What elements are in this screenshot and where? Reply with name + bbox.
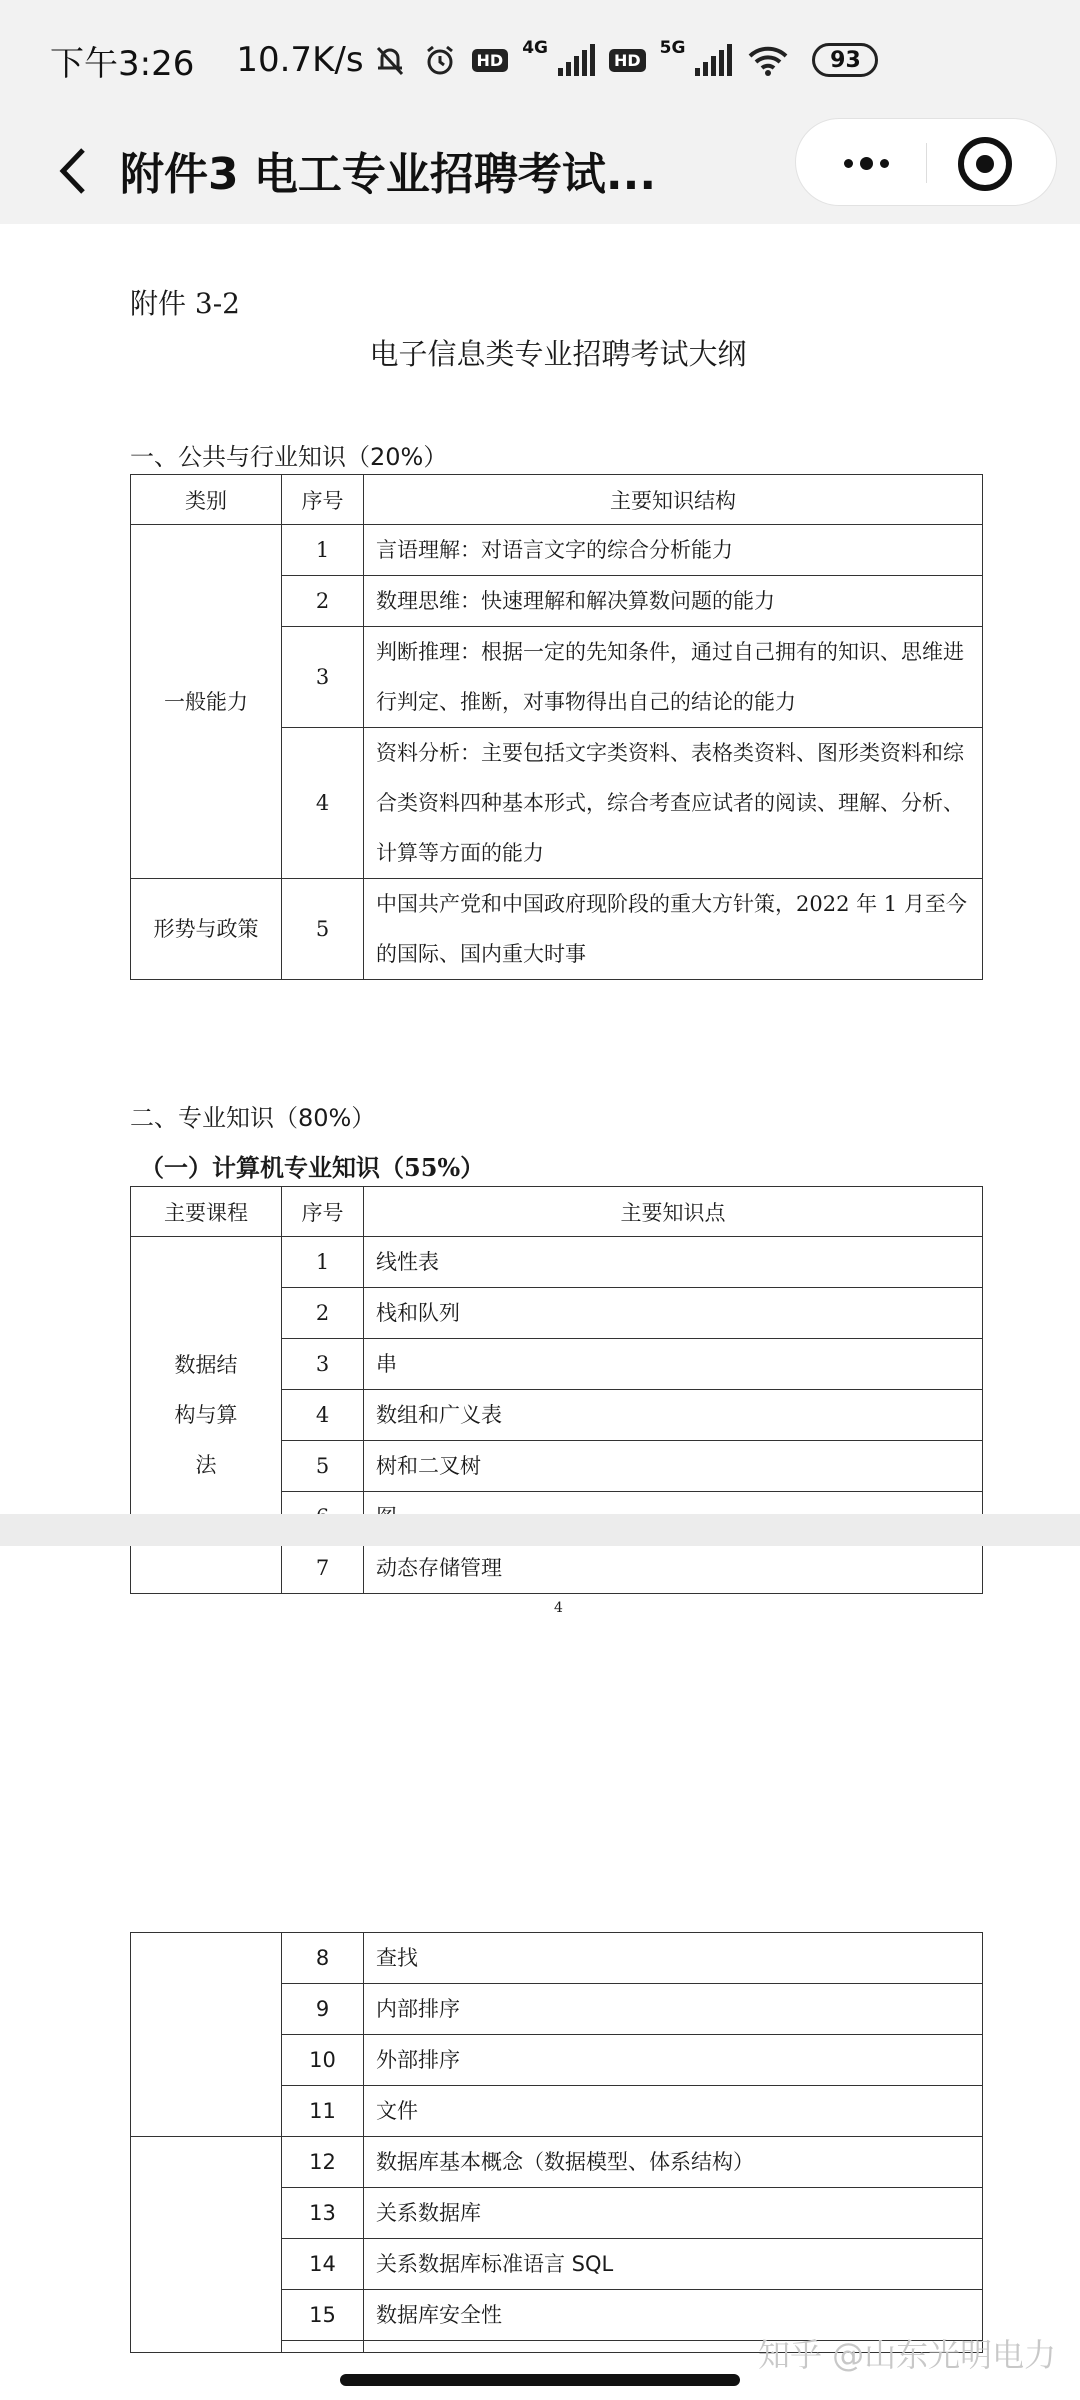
index-cell: 12 xyxy=(282,2137,364,2188)
table-row xyxy=(131,2137,983,2188)
index-cell: 2 xyxy=(282,576,364,627)
attachment-label: 附件 3-2 xyxy=(130,287,240,320)
page-title: 附件3 电工专业招聘考试... xyxy=(120,149,657,200)
content-cell: 资料分析：主要包括文字类资料、表格类资料、图形类资料和综合类资料四种基本形式，综合考查应试者的阅读、理解、分析、计算等方面的能力 xyxy=(364,728,983,879)
column-header: 主要课程 xyxy=(131,1187,282,1237)
page-separator xyxy=(0,1514,1080,1546)
hd-badge-2: HD xyxy=(609,49,646,72)
content-cell: 外部排序 xyxy=(364,2035,983,2086)
index-cell-empty xyxy=(282,2341,364,2353)
target-icon xyxy=(976,155,994,173)
content-cell: 数理思维：快速理解和解决算数问题的能力 xyxy=(364,576,983,627)
index-cell: 10 xyxy=(282,2035,364,2086)
chevron-left-icon xyxy=(55,146,91,196)
content-cell: 查找 xyxy=(364,1933,983,1984)
wifi-icon xyxy=(746,42,790,78)
alarm-icon xyxy=(422,42,458,78)
network-speed: 10.7K/s xyxy=(236,40,364,80)
content-cell: 关系数据库 xyxy=(364,2188,983,2239)
section-1-heading: 一、公共与行业知识（20%） xyxy=(130,443,448,471)
content-cell: 数组和广义表 xyxy=(364,1390,983,1441)
content-cell: 串 xyxy=(364,1339,983,1390)
content-cell: 判断推理：根据一定的先知条件，通过自己拥有的知识、思维进行判定、推断，对事物得出自己的结论的能力 xyxy=(364,627,983,728)
index-cell: 13 xyxy=(282,2188,364,2239)
index-cell: 1 xyxy=(282,1237,364,1288)
index-cell: 7 xyxy=(282,1543,364,1594)
index-cell: 3 xyxy=(282,1339,364,1390)
mute-bell-icon xyxy=(372,42,408,78)
category-cell: 一般能力 xyxy=(131,525,282,879)
status-bar xyxy=(0,0,1080,120)
content-cell: 文件 xyxy=(364,2086,983,2137)
category-cell: 形势与政策 xyxy=(131,879,282,980)
index-cell: 8 xyxy=(282,1933,364,1984)
index-cell: 14 xyxy=(282,2239,364,2290)
close-mini-program-button[interactable] xyxy=(958,137,1012,191)
index-cell: 2 xyxy=(282,1288,364,1339)
content-cell: 线性表 xyxy=(364,1237,983,1288)
index-cell: 5 xyxy=(282,1441,364,1492)
document-title: 电子信息类专业招聘考试大纲 xyxy=(369,337,747,371)
table-header-row xyxy=(131,475,983,525)
content-cell: 栈和队列 xyxy=(364,1288,983,1339)
hd-badge: HD xyxy=(472,49,509,72)
mini-program-capsule xyxy=(795,118,1057,206)
status-icons xyxy=(372,38,879,78)
page-number: 4 xyxy=(554,1600,563,1616)
battery-icon: 93 xyxy=(812,43,878,77)
home-indicator[interactable] xyxy=(340,2374,740,2386)
content-cell: 数据库基本概念（数据模型、体系结构） xyxy=(364,2137,983,2188)
section-2-subheading: （一）计算机专业知识（55%） xyxy=(140,1153,485,1182)
content-cell: 内部排序 xyxy=(364,1984,983,2035)
content-cell: 中国共产党和中国政府现阶段的重大方针策，2022 年 1 月至今的国际、国内重大时事 xyxy=(364,879,983,980)
back-button[interactable] xyxy=(38,136,108,206)
index-cell: 9 xyxy=(282,1984,364,2035)
course-cell-empty xyxy=(131,1933,282,2137)
content-cell: 动态存储管理 xyxy=(364,1543,983,1594)
column-header: 类别 xyxy=(131,475,282,525)
more-dot-icon xyxy=(860,157,873,170)
column-header: 序号 xyxy=(282,475,364,525)
content-cell: 言语理解：对语言文字的综合分析能力 xyxy=(364,525,983,576)
table-row xyxy=(131,1237,983,1288)
table-row xyxy=(131,525,983,576)
column-header: 主要知识点 xyxy=(364,1187,983,1237)
watermark: 知乎 @山东光明电力 xyxy=(758,2336,1057,2374)
index-cell: 15 xyxy=(282,2290,364,2341)
index-cell: 4 xyxy=(282,728,364,879)
capsule-divider xyxy=(926,143,927,183)
content-cell: 数据库安全性 xyxy=(364,2290,983,2341)
index-cell: 3 xyxy=(282,627,364,728)
network-5g-label: 5G xyxy=(659,38,686,58)
column-header: 主要知识结构 xyxy=(364,475,983,525)
more-dot-icon xyxy=(844,159,853,168)
content-cell: 树和二叉树 xyxy=(364,1441,983,1492)
table-header-row xyxy=(131,1187,983,1237)
index-cell: 5 xyxy=(282,879,364,980)
column-header: 序号 xyxy=(282,1187,364,1237)
content-cell: 关系数据库标准语言 SQL xyxy=(364,2239,983,2290)
index-cell: 4 xyxy=(282,1390,364,1441)
section-2-heading: 二、专业知识（80%） xyxy=(130,1104,376,1132)
signal-bars-icon xyxy=(558,44,595,76)
network-4g-label: 4G xyxy=(522,38,548,58)
professional-knowledge-table-continued xyxy=(130,1932,983,2353)
table-row xyxy=(131,1933,983,1984)
more-dot-icon xyxy=(880,159,889,168)
index-cell: 11 xyxy=(282,2086,364,2137)
public-knowledge-table xyxy=(130,474,983,980)
more-options-button[interactable] xyxy=(826,133,906,193)
index-cell: 1 xyxy=(282,525,364,576)
table-row xyxy=(131,879,983,980)
course-cell-empty xyxy=(131,2137,282,2353)
course-name: 数据结构与算法 xyxy=(174,1353,238,1477)
status-time: 下午3:26 xyxy=(50,43,195,84)
signal-bars-icon-2 xyxy=(695,44,732,76)
